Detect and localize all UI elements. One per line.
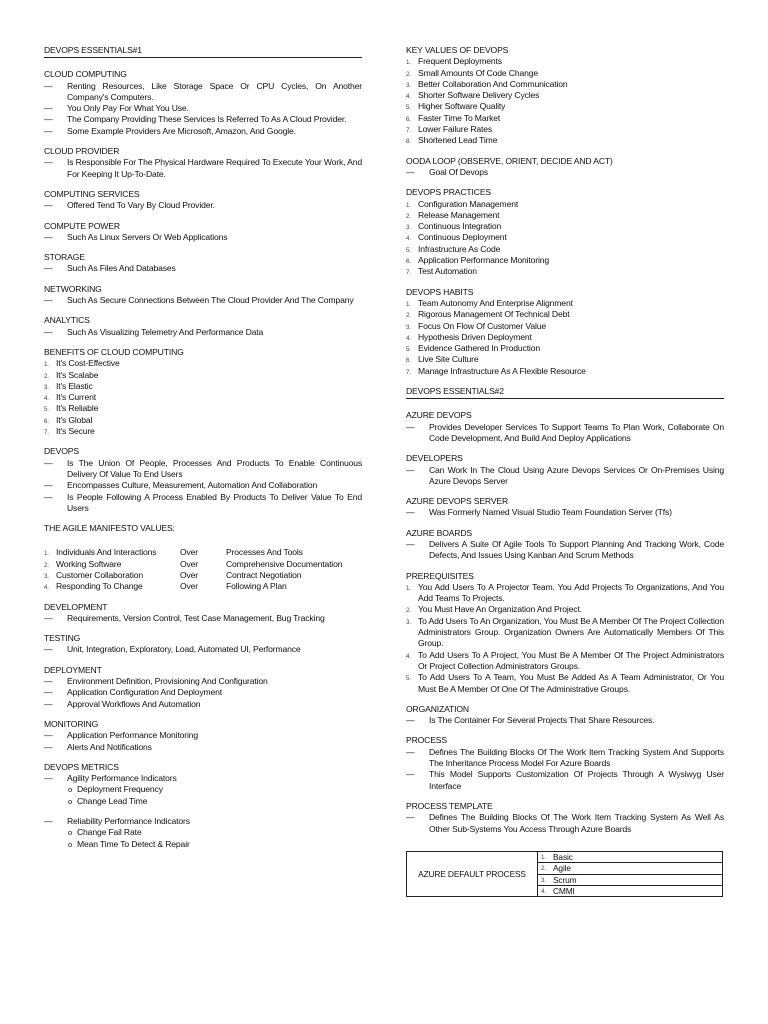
section-heading: COMPUTING SERVICES <box>44 188 140 199</box>
section-process <box>406 735 724 791</box>
section-heading: THE AGILE MANIFESTO VALUES: <box>44 523 175 534</box>
bullet-item: — You Only Pay For What You Use. <box>44 103 362 114</box>
bullet-item: — Was Formerly Named Visual Studio Team Foundation Server (Tfs) <box>406 507 724 518</box>
section-heading: MONITORING <box>44 718 99 729</box>
list-item: 7. It's Secure <box>44 426 95 437</box>
table-cell: 2. Agile <box>538 863 723 874</box>
bullet-item: — Is The Container For Several Projects That Share Resources. <box>406 715 724 726</box>
manifesto-row: 1. Individuals And Interactions Over Processes And Tools <box>44 547 303 558</box>
section-heading: BENEFITS OF CLOUD COMPUTING <box>44 346 184 357</box>
list-item: 4. Continuous Deployment <box>406 232 507 243</box>
list-item: 4. It's Current <box>44 392 96 403</box>
bullet-item: — Is Responsible For The Physical Hardware Required To Execute Your Work, And For Keeping It Up-To-Date. <box>44 157 362 180</box>
list-item: 2. Rigorous Management Of Technical Debt <box>406 309 570 320</box>
list-item: 4. Hypothesis Driven Deployment <box>406 331 532 342</box>
bullet-item: — Defines The Building Blocks Of The Work Item Tracking System And Supports The Inheritance Process Model For Azure Boards <box>406 747 724 770</box>
section-heading: DEPLOYMENT <box>44 664 102 675</box>
section-heading: NETWORKING <box>44 283 102 294</box>
list-item: 2. Small Amounts Of Code Change <box>406 67 538 78</box>
bullet-item: — Goal Of Devops <box>406 167 724 178</box>
bullet-item: — Requirements, Version Control, Test Case Management, Bug Tracking <box>44 613 362 624</box>
list-item: 1. Team Autonomy And Enterprise Alignment <box>406 297 573 308</box>
section-azure-devops-server <box>406 496 724 519</box>
list-item: 3. To Add Users To An Organization, You Must Be A Member Of The Project Collection Administrators Group. Organization Owners Are Automatically Members Of This Group. <box>406 615 724 649</box>
list-item: 8. Shortened Lead Time <box>406 135 498 146</box>
section-deployment <box>44 665 362 710</box>
manifesto-row: 3. Customer Collaboration Over Contract Negotiation <box>44 569 302 580</box>
section-process-template <box>406 801 724 835</box>
section-devops-habits <box>406 287 724 377</box>
list-item: 6. Faster Time To Market <box>406 112 501 123</box>
section-heading: DEVOPS <box>44 446 79 457</box>
section-heading: CLOUD COMPUTING <box>44 69 127 80</box>
bullet-item: — Such As Secure Connections Between The Cloud Provider And The Company <box>44 295 362 306</box>
table-label-cell: AZURE DEFAULT PROCESS <box>407 851 538 897</box>
table-cell: 3. Scrum <box>538 874 723 885</box>
bullet-item: — Can Work In The Cloud Using Azure Devops Services Or On-Premises Using Azure Devops Server <box>406 465 724 488</box>
bullet-item: — Such As Linux Servers Or Web Applications <box>44 232 362 243</box>
bullet-item: — Application Configuration And Deployment <box>44 687 362 698</box>
list-item: 5. Evidence Gathered In Production <box>406 343 540 354</box>
right-column <box>406 45 724 897</box>
section-heading: DEVELOPMENT <box>44 601 108 612</box>
list-item: 6. Application Performance Monitoring <box>406 255 550 266</box>
list-item: 3. It's Elastic <box>44 380 93 391</box>
bullet-item: — Agility Performance Indicators <box>44 773 362 784</box>
azure-default-process-table <box>406 851 723 898</box>
section-heading: DEVOPS HABITS <box>406 286 474 297</box>
section-heading: PREREQUISITES <box>406 570 474 581</box>
section-devops-metrics <box>44 762 362 850</box>
section-heading: PROCESS TEMPLATE <box>406 800 493 811</box>
section-cloud-computing <box>44 69 362 137</box>
section-organization <box>406 704 724 727</box>
section-development <box>44 602 362 625</box>
bullet-item: — Delivers A Suite Of Agile Tools To Support Planning And Tracking Work, Code Defects, And Issues Using Kanban And Scrum Methods <box>406 539 724 562</box>
section-heading: KEY VALUES OF DEVOPS <box>406 45 509 55</box>
table-cell: 4. CMMI <box>538 886 723 897</box>
section-ooda-loop <box>406 156 724 179</box>
list-item: 7. Manage Infrastructure As A Flexible Resource <box>406 365 586 376</box>
section-heading: TESTING <box>44 633 81 644</box>
list-item: 4. Shorter Software Delivery Cycles <box>406 90 540 101</box>
section-title-2: DEVOPS ESSENTIALS#2 <box>406 386 724 399</box>
section-heading: DEVOPS PRACTICES <box>406 187 491 198</box>
bullet-item: — Is The Union Of People, Processes And Products To Enable Continuous Delivery Of Value To End Users <box>44 458 362 481</box>
section-devops <box>44 446 362 514</box>
list-item: 3. Better Collaboration And Communication <box>406 78 568 89</box>
section-developers <box>406 453 724 487</box>
section-prerequisites <box>406 571 724 695</box>
sub-bullet-item: o Deployment Frequency <box>44 784 362 795</box>
list-item: 6. Live Site Culture <box>406 354 479 365</box>
bullet-item: — Defines The Building Blocks Of The Work Item Tracking System As Well As Other Sub-Systems You Access Through Azure Boards <box>406 812 724 835</box>
section-storage <box>44 252 362 275</box>
bullet-item: — Renting Resources, Like Storage Space Or CPU Cycles, On Another Company's Computers. <box>44 81 362 104</box>
bullet-item: — Such As Files And Databases <box>44 263 362 274</box>
section-heading: COMPUTE POWER <box>44 220 120 231</box>
list-item: 2. Release Management <box>406 209 500 220</box>
list-item: 5. To Add Users To A Team, You Must Be Added As A Team Administrator, Or You Must Be A Member Of One Of The Administrative Groups. <box>406 672 724 694</box>
section-heading: STORAGE <box>44 252 85 263</box>
bullet-item: — Such As Visualizing Telemetry And Performance Data <box>44 327 362 338</box>
bullet-item: — Unit, Integration, Exploratory, Load, Automated UI, Performance <box>44 644 362 655</box>
section-heading: CLOUD PROVIDER <box>44 146 120 157</box>
bullet-item: — This Model Supports Customization Of Projects Through A Wysiwyg User Interface <box>406 769 724 792</box>
section-benefits <box>44 347 362 437</box>
table-cell: 1. Basic <box>538 851 723 862</box>
list-item: 5. It's Reliable <box>44 403 99 414</box>
section-heading: PROCESS <box>406 735 447 746</box>
section-heading: OODA LOOP (OBSERVE, ORIENT, DECIDE AND ACT) <box>406 155 613 166</box>
bullet-item: — Some Example Providers Are Microsoft, Amazon, And Google. <box>44 126 362 137</box>
section-monitoring <box>44 719 362 753</box>
section-heading: AZURE DEVOPS <box>406 410 472 421</box>
sub-bullet-item: o Change Fail Rate <box>44 827 362 838</box>
section-agile-manifesto <box>44 523 362 592</box>
list-item: 4. To Add Users To A Project, You Must Be A Member Of The Project Administrators Or Project Collection Administrators Groups. <box>406 649 724 671</box>
section-heading: AZURE DEVOPS SERVER <box>406 496 509 507</box>
sub-bullet-item: o Change Lead Time <box>44 796 362 807</box>
section-key-values <box>406 45 724 147</box>
section-heading: ORGANIZATION <box>406 703 469 714</box>
list-item: 1. It's Cost-Effective <box>44 358 120 369</box>
left-column <box>44 45 362 859</box>
section-computing-services <box>44 189 362 212</box>
bullet-item: — Alerts And Notifications <box>44 742 362 753</box>
bullet-item: — Encompasses Culture, Measurement, Automation And Collaboration <box>44 480 362 491</box>
section-heading: DEVELOPERS <box>406 453 463 464</box>
list-item: 3. Continuous Integration <box>406 221 502 232</box>
list-item: 7. Lower Failure Rates <box>406 124 493 135</box>
list-item: 1. Configuration Management <box>406 198 519 209</box>
bullet-item: — The Company Providing These Services Is Referred To As A Cloud Provider. <box>44 114 362 125</box>
section-azure-boards <box>406 528 724 562</box>
bullet-item: — Environment Definition, Provisioning And Configuration <box>44 676 362 687</box>
bullet-item: — Is People Following A Process Enabled By Products To Deliver Value To End Users <box>44 492 362 515</box>
section-heading: DEVOPS METRICS <box>44 761 119 772</box>
manifesto-row: 2. Working Software Over Comprehensive Documentation <box>44 558 343 569</box>
manifesto-row: 4. Responding To Change Over Following A Plan <box>44 581 287 592</box>
list-item: 6. It's Global <box>44 414 93 425</box>
list-item: 5. Higher Software Quality <box>406 101 506 112</box>
sub-bullet-item: o Mean Time To Detect & Repair <box>44 839 362 850</box>
section-compute-power <box>44 221 362 244</box>
bullet-item: — Approval Workflows And Automation <box>44 699 362 710</box>
section-devops-practices <box>406 187 724 277</box>
section-heading: AZURE BOARDS <box>406 527 473 538</box>
section-networking <box>44 284 362 307</box>
page-title: DEVOPS ESSENTIALS#1 <box>44 45 362 58</box>
bullet-item: — Reliability Performance Indicators <box>44 816 362 827</box>
list-item: 1. You Add Users To A Projector Team. You Add Projects To Organizations, And You Add Teams To Projects. <box>406 581 724 604</box>
list-item: 1. Frequent Deployments <box>406 56 502 67</box>
section-cloud-provider <box>44 146 362 180</box>
list-item: 2. It's Scalabe <box>44 369 99 380</box>
bullet-item: — Application Performance Monitoring <box>44 730 362 741</box>
section-testing <box>44 633 362 656</box>
list-item: 5. Infrastructure As Code <box>406 243 501 254</box>
section-heading: ANALYTICS <box>44 315 90 326</box>
list-item: 7. Test Automation <box>406 266 477 277</box>
bullet-item: — Offered Tend To Vary By Cloud Provider. <box>44 200 362 211</box>
bullet-item: — Provides Developer Services To Support Teams To Plan Work, Collaborate On Code Development, And Build And Deploy Applications <box>406 422 724 445</box>
section-azure-devops <box>406 410 724 444</box>
section-analytics <box>44 315 362 338</box>
list-item: 2. You Must Have An Organization And Project. <box>406 604 582 615</box>
list-item: 3. Focus On Flow Of Customer Value <box>406 320 546 331</box>
